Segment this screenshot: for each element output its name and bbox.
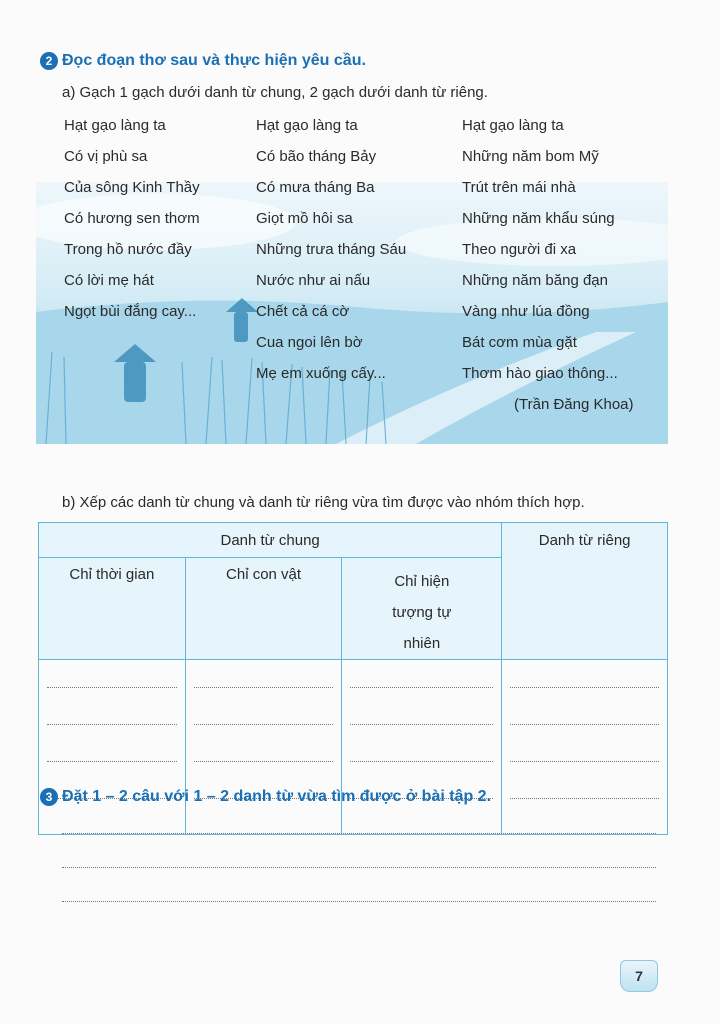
nature-column-header: Chỉ hiện tượng tự nhiên	[342, 558, 502, 660]
proper-noun-header: Danh từ riêng	[502, 523, 668, 660]
time-column-header: Chỉ thời gian	[39, 558, 186, 660]
question-2-heading	[40, 52, 366, 70]
poem-line: Theo người đi xa	[462, 241, 577, 258]
poem-line: Trút trên mái nhà	[462, 179, 576, 196]
poem-line: Những năm bom Mỹ	[462, 148, 599, 165]
question-2-title: Đọc đoạn thơ sau và thực hiện yêu cầu.	[62, 52, 366, 69]
part-a-instruction: a) Gạch 1 gạch dưới danh từ chung, 2 gạch dưới danh từ riêng.	[62, 84, 488, 101]
common-noun-header: Danh từ chung	[39, 523, 502, 558]
poem-line: Có hương sen thơm	[64, 210, 200, 227]
poem-line: Mẹ em xuống cấy...	[256, 365, 386, 382]
poem-line: Bát cơm mùa gặt	[462, 334, 577, 351]
nature-answer-cell[interactable]	[342, 660, 502, 835]
animal-answer-cell[interactable]	[185, 660, 342, 835]
poem-line: Những năm khẩu súng	[462, 210, 615, 227]
poem-line: Cua ngoi lên bờ	[256, 334, 363, 351]
poem-line: Có mưa tháng Ba	[256, 179, 375, 196]
poem-line: Nước như ai nấu	[256, 272, 371, 289]
question-3-title: Đặt 1 – 2 câu với 1 – 2 danh từ vừa tìm được ở bài tập 2.	[62, 788, 492, 805]
poem-line: Hạt gạo làng ta	[256, 117, 358, 134]
poem-line: Những trưa tháng Sáu	[256, 241, 407, 258]
page-number: 7	[620, 960, 658, 992]
poem-column-2	[256, 110, 406, 389]
proper-noun-answer-cell[interactable]	[502, 660, 668, 835]
poem-column-1	[64, 110, 200, 327]
poem-line: Của sông Kinh Thầy	[64, 179, 200, 196]
answer-line[interactable]	[62, 832, 656, 834]
question-3-heading	[40, 788, 491, 806]
poem-column-3	[462, 110, 634, 420]
answer-line[interactable]	[62, 900, 656, 902]
poem-line: Có lời mẹ hát	[64, 272, 154, 289]
poem-line: Trong hồ nước đầy	[64, 241, 192, 258]
poem-line: Giọt mồ hôi sa	[256, 210, 353, 227]
animal-column-header: Chỉ con vật	[185, 558, 342, 660]
poem-line: Ngọt bùi đắng cay...	[64, 303, 197, 320]
poem-author: (Trần Đăng Khoa)	[514, 396, 634, 413]
question-number-badge: 3	[40, 788, 58, 806]
poem-line: Có bão tháng Bảy	[256, 148, 377, 165]
time-answer-cell[interactable]	[39, 660, 186, 835]
poem-line: Thơm hào giao thông...	[462, 365, 618, 382]
poem-line: Những năm băng đạn	[462, 272, 608, 289]
poem-line: Hạt gạo làng ta	[64, 117, 166, 134]
poem-line: Có vị phù sa	[64, 148, 148, 165]
poem-line: Hạt gạo làng ta	[462, 117, 564, 134]
part-b-instruction: b) Xếp các danh từ chung và danh từ riêng vừa tìm được vào nhóm thích hợp.	[62, 494, 585, 511]
poem-line: Chết cả cá cờ	[256, 303, 350, 320]
answer-line[interactable]	[62, 866, 656, 868]
poem-line: Vàng như lúa đồng	[462, 303, 590, 320]
question-number-badge: 2	[40, 52, 58, 70]
